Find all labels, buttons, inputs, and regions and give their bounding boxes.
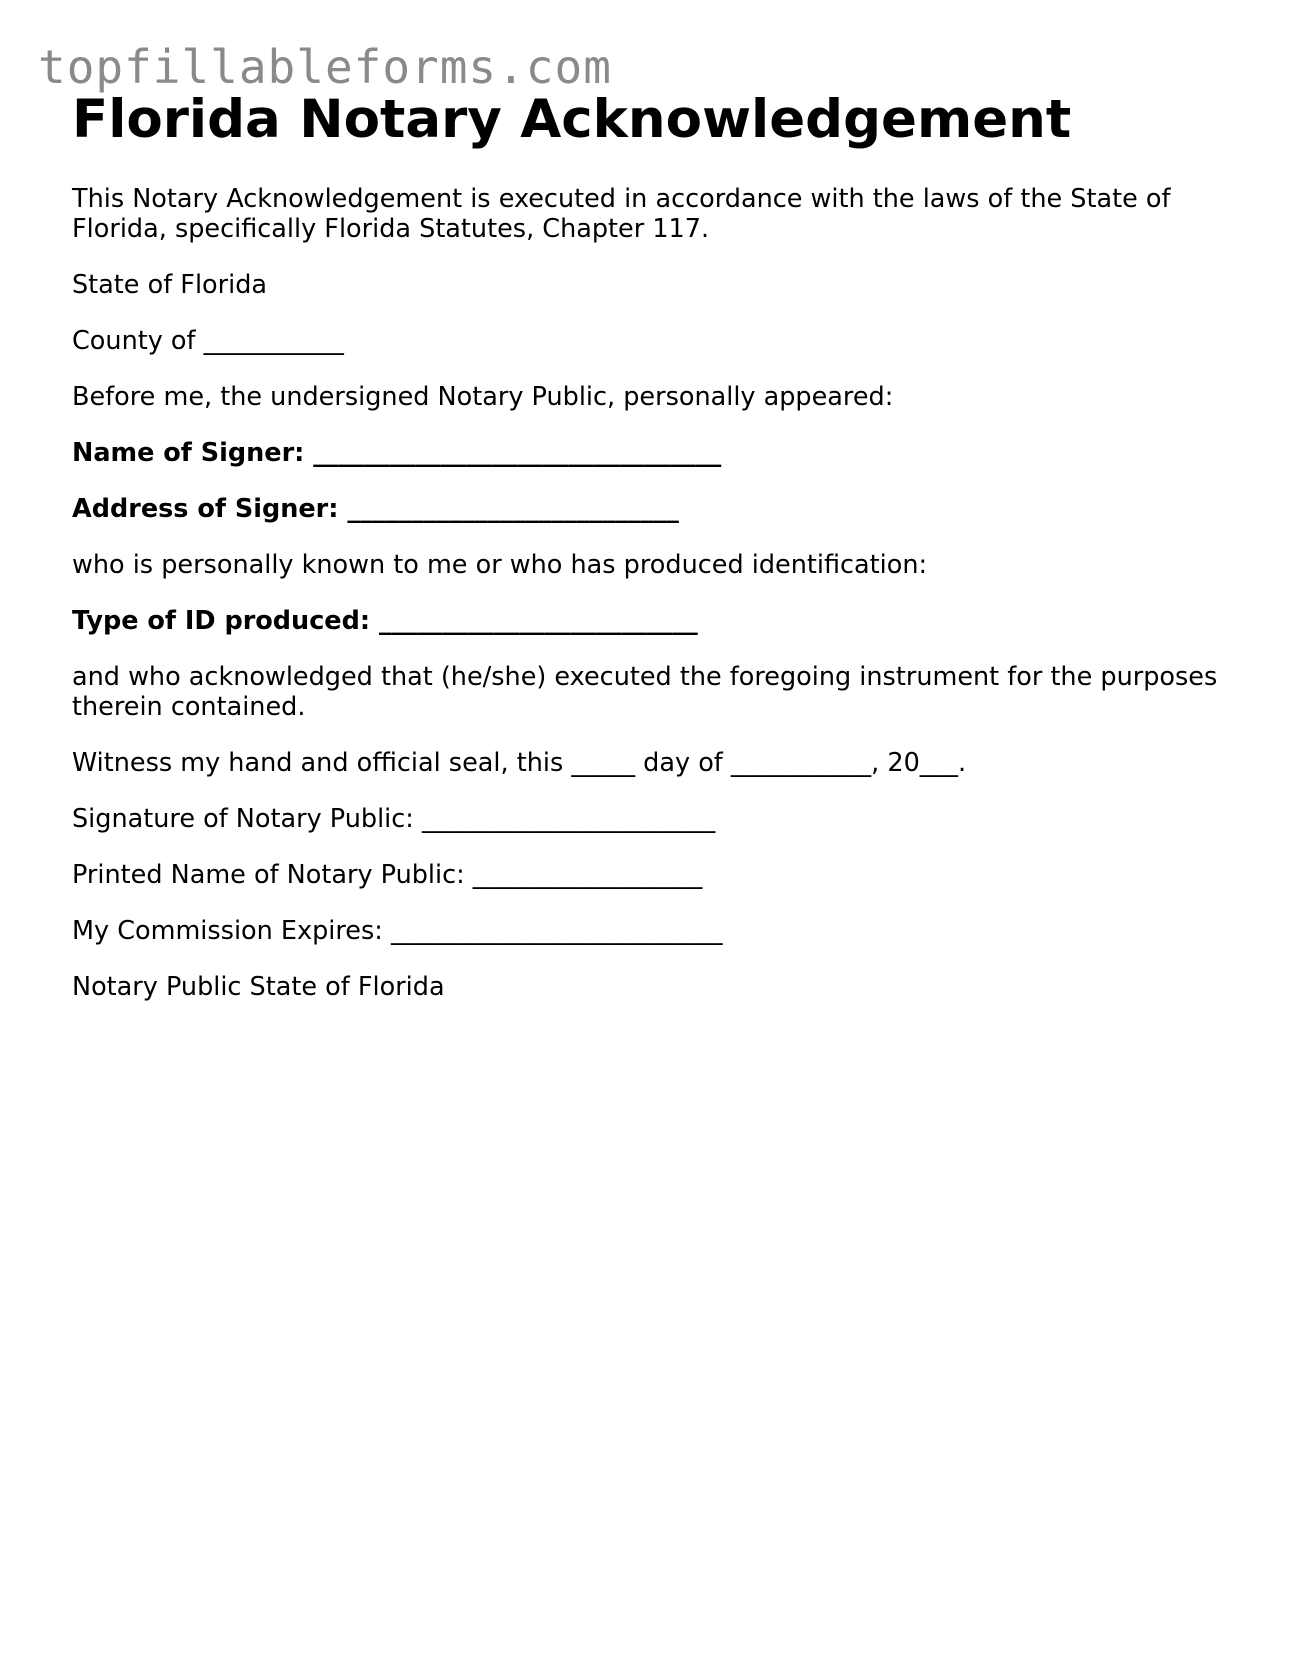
personally-known-line: who is personally known to me or who has produced identification: — [72, 550, 928, 580]
type-of-id-blank[interactable]: _________________________ — [378, 606, 698, 636]
document-page — [72, 88, 1232, 1028]
county-line: County of ___________ — [72, 326, 344, 356]
acknowledged-paragraph: and who acknowledged that (he/she) executed the foregoing instrument for the purposes therein contained. — [72, 662, 1218, 722]
document-title: Florida Notary Acknowledgement — [72, 89, 1072, 150]
name-of-signer-blank[interactable]: ________________________________ — [313, 438, 722, 468]
commission-expires-line: My Commission Expires: __________________________ — [72, 916, 723, 946]
type-of-id-row — [72, 606, 1232, 636]
notary-state-line: Notary Public State of Florida — [72, 972, 445, 1002]
address-of-signer-blank[interactable]: __________________________ — [347, 494, 679, 524]
type-of-id-label: Type of ID produced: — [72, 606, 371, 636]
before-me-line: Before me, the undersigned Notary Public, personally appeared: — [72, 382, 894, 412]
name-of-signer-row — [72, 438, 1232, 468]
signature-line: Signature of Notary Public: _______________________ — [72, 804, 716, 834]
watermark-text: topfillableforms.com — [38, 40, 612, 94]
address-of-signer-row — [72, 494, 1232, 524]
witness-line: Witness my hand and official seal, this _____ day of ___________, 20___. — [72, 748, 967, 778]
name-of-signer-label: Name of Signer: — [72, 438, 305, 468]
state-line: State of Florida — [72, 270, 268, 300]
intro-paragraph: This Notary Acknowledgement is executed in accordance with the laws of the State of Florida, specifically Florida Statutes, Chapter 117. — [72, 184, 1171, 244]
printed-name-line: Printed Name of Notary Public: __________________ — [72, 860, 703, 890]
address-of-signer-label: Address of Signer: — [72, 494, 339, 524]
